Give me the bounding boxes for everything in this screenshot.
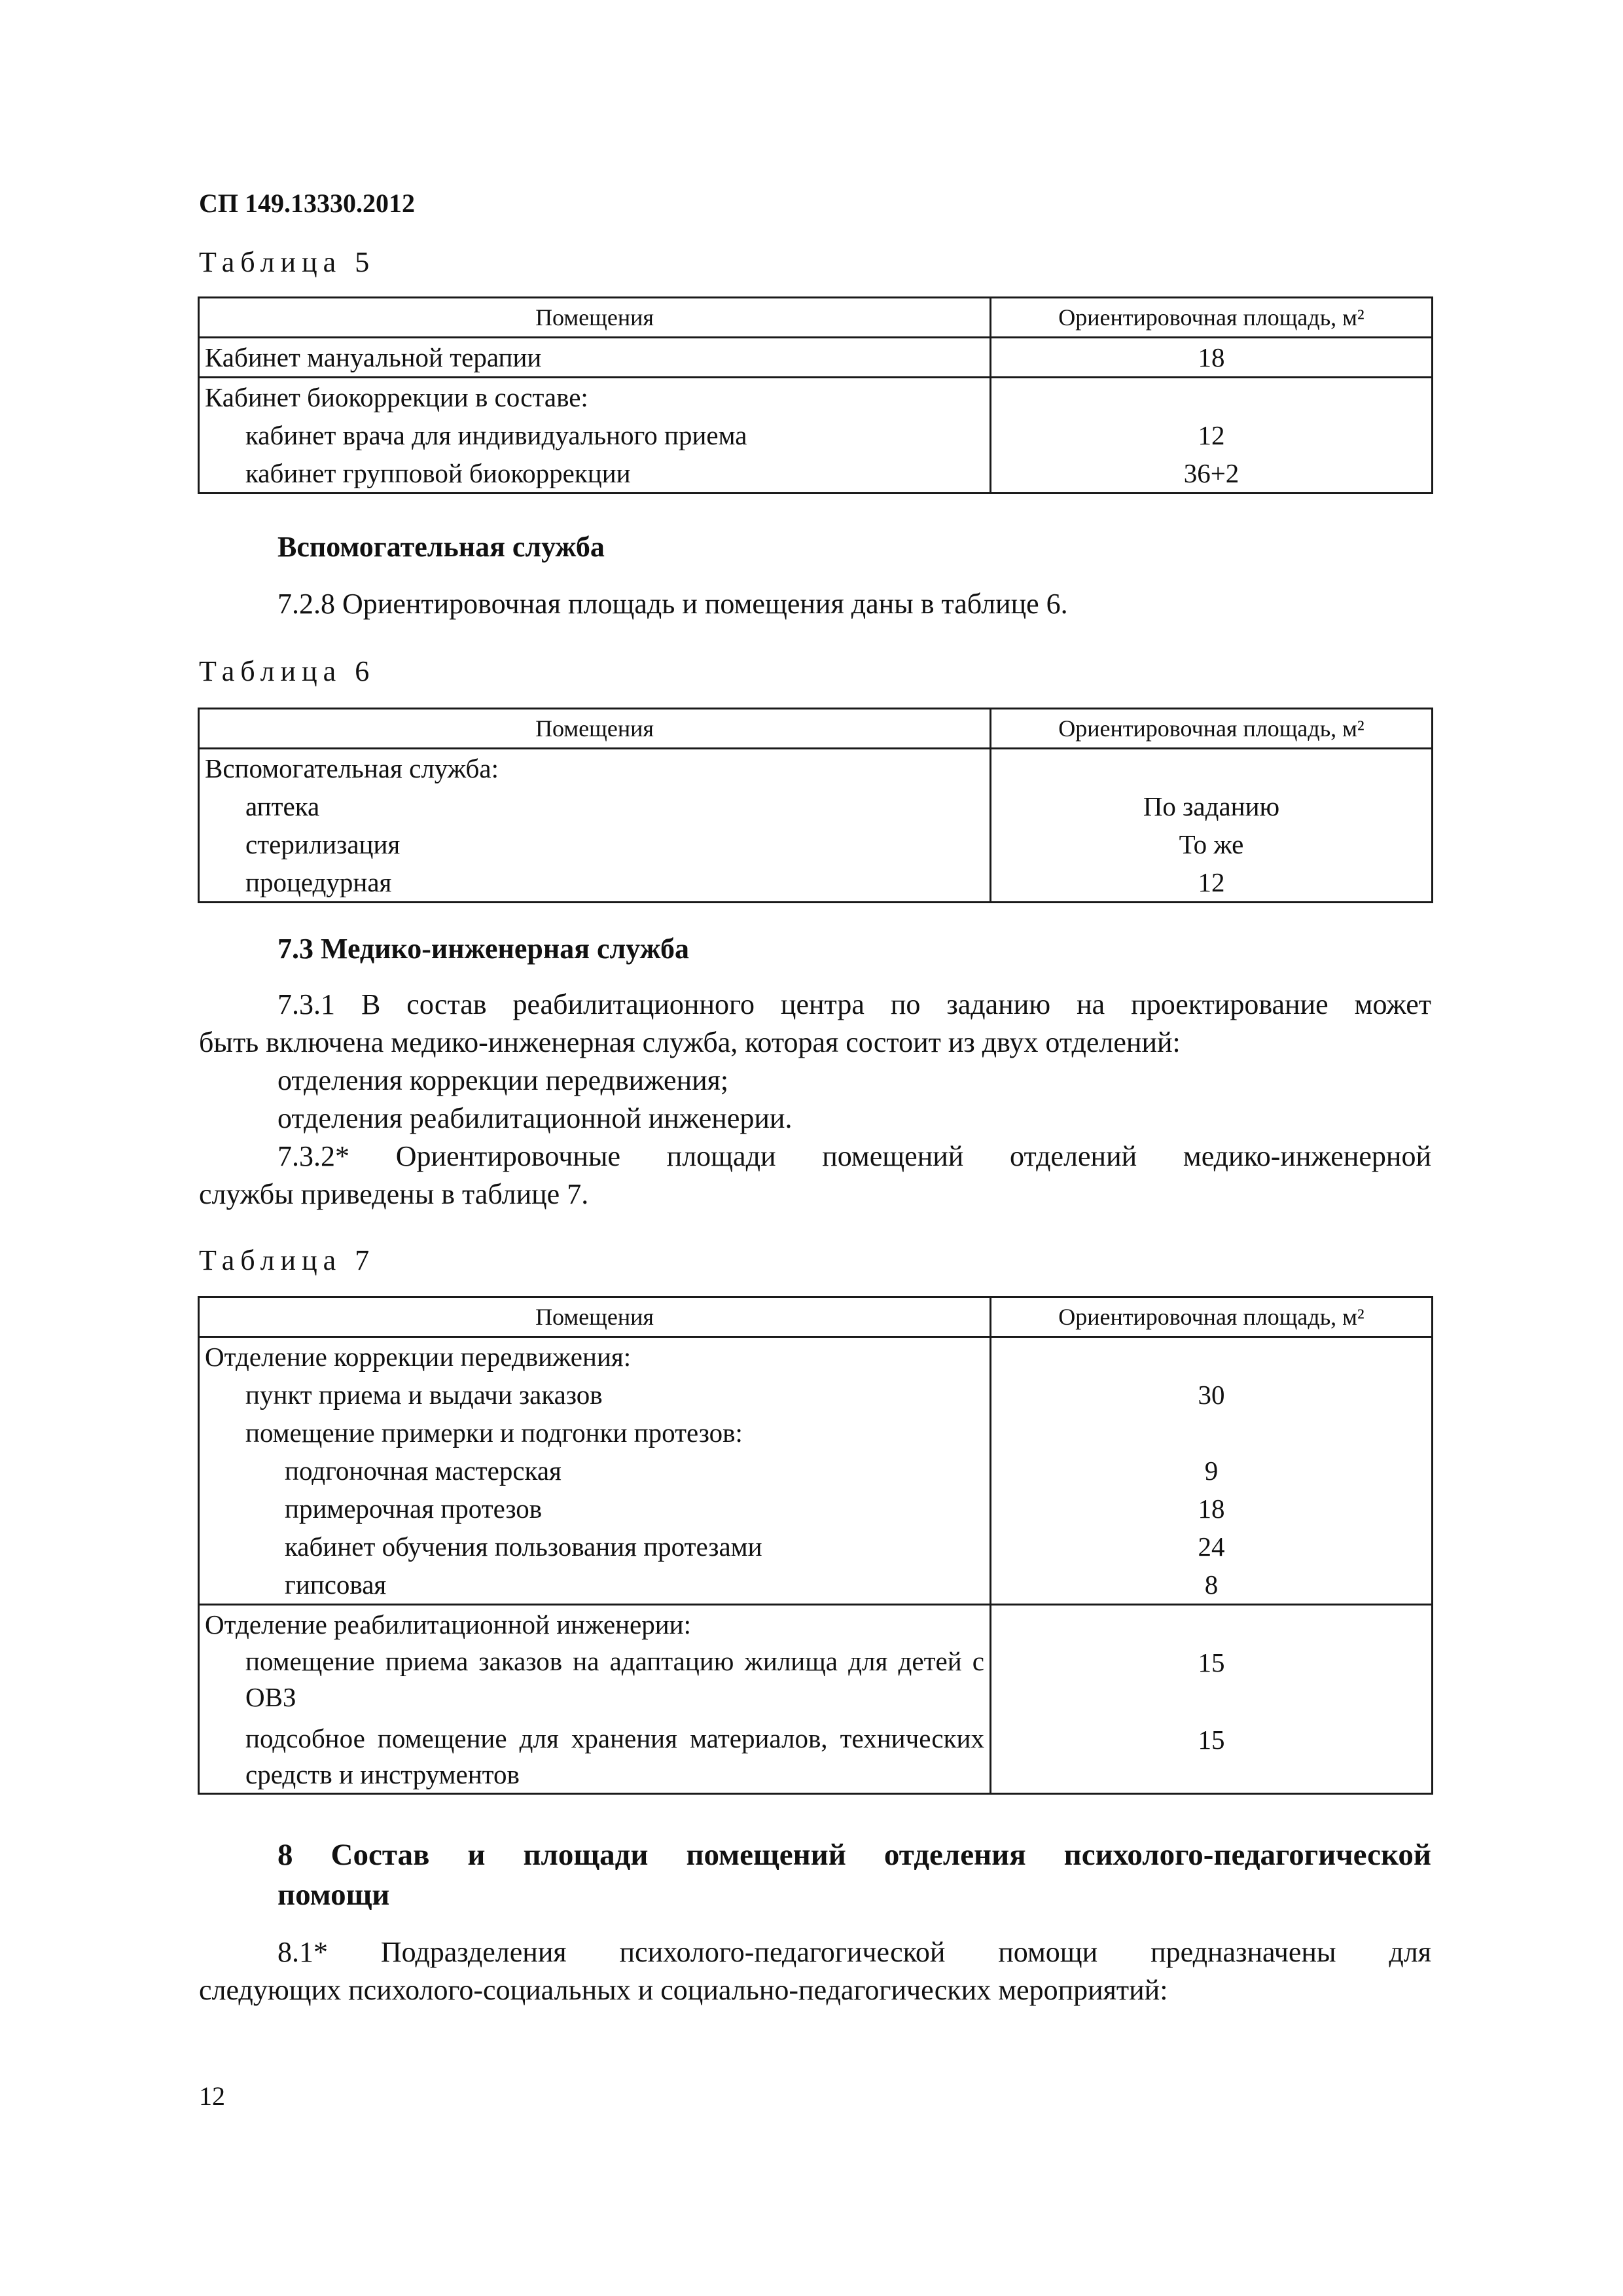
room-area: [997, 1605, 1426, 1643]
table-row: [199, 1337, 1433, 1605]
room-area: [997, 749, 1426, 787]
room-area: 30: [1198, 1380, 1225, 1410]
table-6: [198, 708, 1433, 903]
column-header-area: Ориентировочная площадь, м²: [991, 1297, 1433, 1337]
table-row: [199, 1605, 1433, 1794]
room-name: кабинет групповой биокоррекции: [245, 458, 631, 488]
room-area: То же: [1179, 829, 1244, 859]
column-header-area: Ориентировочная площадь, м²: [991, 709, 1433, 749]
room-name: пункт приема и выдачи заказов: [245, 1380, 603, 1410]
room-name: помещение приема заказов на адаптацию жилища для детей с ОВЗ: [245, 1646, 984, 1712]
room-area: 15: [1198, 1647, 1225, 1677]
room-name: Кабинет мануальной терапии: [205, 342, 542, 372]
room-name: примерочная протезов: [285, 1494, 543, 1524]
paragraph-7-3-1-line-1: 7.3.1 В состав реабилитационного центра по заданию на проектирование может: [277, 988, 1431, 1020]
column-header-rooms: Помещения: [199, 298, 991, 338]
paragraph-8-1-line-1: 8.1* Подразделения психолого-педагогической помощи предназначены для: [277, 1936, 1431, 1968]
caption-number: 7: [355, 1244, 370, 1276]
room-group-name: Отделение коррекции передвижения:: [205, 1342, 632, 1372]
room-name: кабинет врача для индивидуального приема: [245, 420, 747, 450]
room-subgroup-name: помещение примерки и подгонки протезов:: [245, 1418, 743, 1448]
list-item: отделения реабилитационной инженерии.: [277, 1102, 793, 1134]
room-group-name: Отделение реабилитационной инженерии:: [205, 1609, 691, 1640]
room-area: 9: [1204, 1456, 1219, 1486]
caption-number: 5: [355, 246, 370, 278]
table-7-caption: [199, 1244, 369, 1277]
room-area: По заданию: [1143, 791, 1280, 821]
table-row: [199, 749, 1433, 903]
paragraph-7-3-2-line-1: 7.3.2* Ориентировочные площади помещений отделений медико-инженерной: [277, 1140, 1431, 1172]
room-area: [997, 1338, 1426, 1376]
section-8-heading-line-2: помощи: [277, 1878, 390, 1912]
auxiliary-service-heading: Вспомогательная служба: [277, 531, 605, 563]
section-7-3-heading: 7.3 Медико-инженерная служба: [277, 933, 689, 965]
room-name: стерилизация: [245, 829, 401, 859]
table-7: [198, 1296, 1433, 1795]
room-area: 12: [1198, 420, 1225, 450]
room-group-name: Вспомогательная служба:: [205, 753, 499, 783]
table-6-caption: [199, 655, 369, 688]
table-row: [199, 338, 1433, 378]
room-area: [997, 1414, 1426, 1452]
caption-number: 6: [355, 655, 370, 687]
table-header-row: [199, 709, 1433, 749]
room-area: [997, 378, 1426, 416]
room-area: 15: [1198, 1725, 1225, 1755]
table-header-row: [199, 298, 1433, 338]
room-area: 8: [1204, 1570, 1219, 1600]
room-name: гипсовая: [285, 1570, 387, 1600]
page-number: 12: [199, 2081, 225, 2111]
paragraph-7-3-1-line-2: быть включена медико-инженерная служба, которая состоит из двух отделений:: [199, 1026, 1181, 1058]
table-5-caption: [199, 245, 369, 279]
room-area: 18: [1198, 342, 1225, 372]
list-item: отделения коррекции передвижения;: [277, 1064, 729, 1096]
caption-word: Таблица: [199, 1244, 342, 1276]
caption-word: Таблица: [199, 655, 342, 687]
section-8-heading-line-1: 8 Состав и площади помещений отделения психолого-педагогической: [277, 1838, 1431, 1872]
column-header-rooms: Помещения: [199, 1297, 991, 1337]
room-name: подгоночная мастерская: [285, 1456, 562, 1486]
caption-word: Таблица: [199, 246, 342, 278]
column-header-rooms: Помещения: [199, 709, 991, 749]
room-name: процедурная: [245, 867, 392, 897]
room-area: 18: [1198, 1494, 1225, 1524]
room-name: подсобное помещение для хранения материалов, технических средств и инструментов: [245, 1723, 984, 1789]
paragraph-7-2-8: 7.2.8 Ориентировочная площадь и помещения даны в таблице 6.: [277, 588, 1068, 620]
paragraph-8-1-line-2: следующих психолого-социальных и социально-педагогических мероприятий:: [199, 1974, 1168, 2006]
table-header-row: [199, 1297, 1433, 1337]
room-name: аптека: [245, 791, 320, 821]
room-area: 12: [1198, 867, 1225, 897]
room-name: кабинет обучения пользования протезами: [285, 1532, 762, 1562]
room-area: 24: [1198, 1532, 1225, 1562]
table-5: [198, 296, 1433, 494]
table-row: [199, 378, 1433, 493]
room-area: 36+2: [1183, 458, 1240, 488]
column-header-area: Ориентировочная площадь, м²: [991, 298, 1433, 338]
room-group-name: Кабинет биокоррекции в составе:: [205, 382, 588, 412]
paragraph-7-3-2-line-2: службы приведены в таблице 7.: [199, 1178, 589, 1210]
document-code: СП 149.13330.2012: [199, 188, 415, 218]
